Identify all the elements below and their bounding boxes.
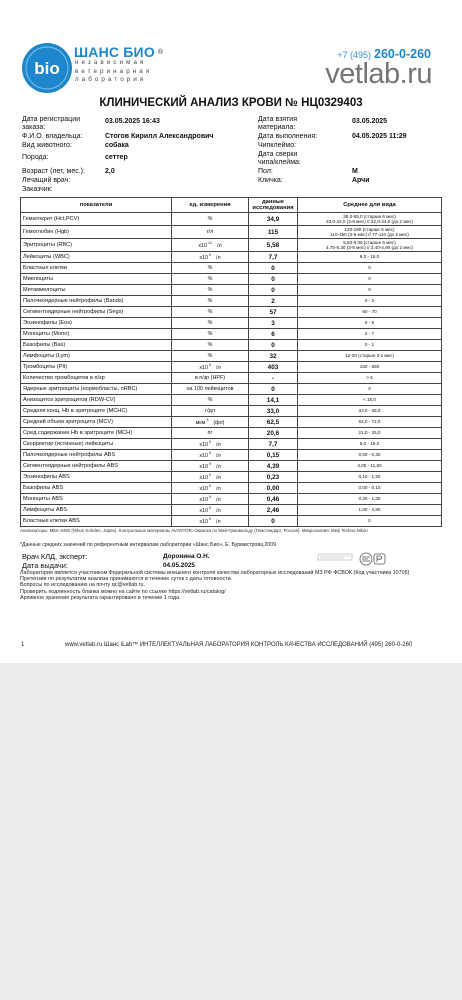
reference-range	[298, 461, 442, 472]
table-row	[21, 450, 442, 461]
parameter-name: Эозинофилы (Eos)	[21, 318, 172, 329]
reference-range-line: 2 - 7	[364, 331, 375, 337]
unit-base: %	[207, 331, 213, 337]
reference-range	[298, 395, 442, 406]
unit-cell	[172, 213, 249, 226]
sex-label: Пол:	[258, 168, 273, 175]
result-value: 0	[249, 263, 298, 274]
reference-range	[298, 483, 442, 494]
unit-base: пг	[207, 430, 213, 436]
table-row	[21, 307, 442, 318]
parameter-name: Моноциты ABS	[21, 494, 172, 505]
parameter-name: Базофилы (Bas)	[21, 340, 172, 351]
owner-label: Ф.И.О. владельца:	[22, 133, 83, 140]
result-value: 32	[249, 351, 298, 362]
unit-cell	[172, 274, 249, 285]
unit-exponent: 9	[209, 253, 212, 257]
table-row	[21, 395, 442, 406]
parameter-name: Сегментоядерные нейтрофилы (Segs)	[21, 307, 172, 318]
reference-range-line: 33,0-42,0 (3-6 мес) // 22,0-34,0 (до 2 мес)	[326, 219, 413, 224]
table-row	[21, 318, 442, 329]
completed-date-value: 04.05.2025 11:29	[352, 133, 407, 140]
reference-range	[298, 472, 442, 483]
lab-note: Архивное хранение результата гарантировано в течение 1 года.	[20, 594, 181, 601]
result-value: 0	[249, 340, 298, 351]
unit-suffix: /л	[216, 475, 221, 481]
unit-exponent: 9	[209, 473, 212, 477]
reference-range-line: 1,00 - 4,80	[358, 507, 381, 513]
reference-range-line: > 5	[366, 375, 373, 381]
reference-range	[298, 450, 442, 461]
unit-cell	[172, 329, 249, 340]
reference-range-line: 6,0 - 16,0	[359, 254, 380, 260]
unit-suffix: /л	[216, 365, 221, 371]
reference-range	[298, 213, 442, 226]
unit-cell	[172, 395, 249, 406]
reference-range	[298, 505, 442, 516]
reference-range-line: 12-30 (старше 3-х мес)	[345, 353, 394, 359]
result-value: 0,23	[249, 472, 298, 483]
reference-range	[298, 428, 442, 439]
unit-cell	[172, 296, 249, 307]
unit-base: x10	[198, 243, 208, 249]
header-parameter: показатели	[21, 198, 172, 213]
lab-note: Проверить подлинность бланка можно на сайте по ссылке https://vetlab.ru/catalog/	[20, 588, 226, 595]
unit-cell	[172, 307, 249, 318]
table-row	[21, 483, 442, 494]
unit-suffix: (фл)	[213, 420, 225, 426]
lab-logo	[21, 42, 73, 94]
lab-stamp	[318, 554, 352, 560]
reference-range-line: 38,0-55,0 (старше 6 мес)	[343, 213, 396, 219]
report-title: КЛИНИЧЕСКИЙ АНАЛИЗ КРОВИ № НЦ0329403	[99, 97, 363, 109]
unit-base: %	[207, 342, 213, 348]
unit-cell	[172, 406, 249, 417]
unit-cell	[172, 362, 249, 373]
reference-range	[298, 252, 442, 263]
unit-base: x10	[199, 464, 209, 470]
unit-cell	[172, 285, 249, 296]
reference-range-line: 0	[368, 276, 371, 282]
unit-base: %	[207, 353, 213, 359]
unit-base: в п/зр (HPF)	[194, 375, 226, 381]
parameter-name: Скорректир (истинные) лейкоциты	[21, 439, 172, 450]
result-value: 2	[249, 296, 298, 307]
table-row	[21, 406, 442, 417]
unit-exponent: 9	[209, 484, 212, 488]
result-value: 5,58	[249, 239, 298, 252]
unit-cell	[172, 373, 249, 384]
parameter-name: Гемоглобин (Hgb)	[21, 226, 172, 239]
reference-range	[298, 439, 442, 450]
parameter-name: Базофилы ABS	[21, 483, 172, 494]
order-date-value: 03.05.2025 16:43	[105, 118, 160, 125]
reference-range-line: 0	[368, 265, 371, 271]
reference-range	[298, 494, 442, 505]
unit-suffix: /л	[216, 497, 221, 503]
parameter-name: Палочкоядерные нейтрофилы ABS	[21, 450, 172, 461]
lab-note: Претензии по результатам анализа принимаются в течение суток с даты готовности.	[20, 576, 233, 583]
unit-exponent: 9	[209, 363, 212, 367]
tagline-line: лаборатория	[75, 76, 147, 84]
unit-base: x10	[199, 365, 209, 371]
unit-cell	[172, 505, 249, 516]
result-value: 0,46	[249, 494, 298, 505]
conformity-mark	[374, 554, 385, 564]
unit-cell	[172, 417, 249, 428]
table-row	[21, 505, 442, 516]
table-header	[21, 198, 442, 213]
result-value: 0,15	[249, 450, 298, 461]
unit-cell	[172, 483, 249, 494]
footer-text: www.vetlab.ru Шанс iLab™ ИНТЕЛЛЕКТУАЛЬНАЯ ЛАБОРАТОРИЯ КОНТРОЛЬ КАЧЕСТВА ИССЛЕДОВАНИЙ (495) 260-0-260	[65, 642, 413, 648]
parameter-name: Моноциты (Mono)	[21, 329, 172, 340]
unit-base: %	[207, 216, 213, 222]
unit-suffix: /л	[216, 486, 221, 492]
unit-suffix: /л	[216, 255, 221, 261]
issued-date-label: Дата выдачи:	[22, 561, 68, 570]
unit-exponent: 9	[209, 517, 212, 521]
sample-date-label: Дата взятия материала:	[258, 116, 297, 131]
order-date-label: Дата регистрации заказа:	[22, 116, 81, 131]
unit-cell	[172, 226, 249, 239]
parameter-name: Лимфоциты ABS	[21, 505, 172, 516]
table-row	[21, 285, 442, 296]
unit-base: x10	[199, 255, 209, 261]
reference-range	[298, 274, 442, 285]
certification-stamps	[316, 551, 388, 567]
reference-range	[298, 373, 442, 384]
reference-range	[298, 285, 442, 296]
parameter-name: Миелоциты	[21, 274, 172, 285]
unit-base: %	[207, 320, 213, 326]
header-unit: ед. измерения	[172, 198, 249, 213]
phone-prefix: +7 (495)	[337, 50, 371, 60]
table-row	[21, 373, 442, 384]
unit-base: г/дл	[205, 408, 215, 414]
reference-range	[298, 307, 442, 318]
sample-date-value: 03.05.2025	[352, 118, 388, 125]
tagline-line: независимая	[75, 59, 147, 66]
unit-base: x10	[199, 497, 209, 503]
unit-suffix: /л	[216, 453, 221, 459]
result-value: 0,00	[249, 483, 298, 494]
reference-range	[298, 226, 442, 239]
doctor-label: Врач КЛД, эксперт:	[22, 552, 88, 561]
result-value: 0	[249, 274, 298, 285]
unit-cell	[172, 428, 249, 439]
reference-range	[298, 239, 442, 252]
unit-cell	[172, 472, 249, 483]
reference-range-line: 0 - 5	[364, 320, 375, 326]
tagline-line: ветеринарная	[75, 67, 153, 75]
brand-name-text: ШАНС БИО	[74, 44, 155, 60]
table-row	[21, 428, 442, 439]
unit-cell	[172, 461, 249, 472]
table-row	[21, 296, 442, 307]
unit-exponent: 9	[209, 462, 212, 466]
reference-range-line: 110-150 (3-6 мес) // 77-110 (до 2 мес)	[330, 232, 409, 237]
unit-cell	[172, 494, 249, 505]
table-row	[21, 329, 442, 340]
table-row	[21, 252, 442, 263]
unit-base: x10	[199, 486, 209, 492]
unit-cell	[172, 239, 249, 252]
parameter-name: Метамиелоциты	[21, 285, 172, 296]
table-row	[21, 263, 442, 274]
result-value: 62,5	[249, 417, 298, 428]
unit-exponent: 12	[208, 241, 213, 245]
unit-suffix: /л	[216, 519, 221, 525]
doctor-name: Доронина О.Н.	[163, 553, 210, 560]
unit-base: x10	[199, 519, 209, 525]
unit-suffix: /л	[216, 464, 221, 470]
result-value: 14,1	[249, 395, 298, 406]
reference-range-line: 0,00 - 0,10	[358, 485, 381, 491]
unit-base: %	[207, 309, 213, 315]
lab-notes	[20, 570, 425, 601]
reference-range-line: 0,00 - 0,30	[358, 452, 381, 458]
vet-label: Лечащий врач:	[22, 177, 71, 184]
unit-exponent: 3	[206, 418, 209, 422]
unit-base: x10	[199, 453, 209, 459]
parameter-name: Сред.содержание Hb в эритроците (MCH)	[21, 428, 172, 439]
table-row	[21, 516, 442, 527]
table-row	[21, 461, 442, 472]
table-row	[21, 362, 442, 373]
unit-base: на 100 лейкоцитов	[186, 386, 234, 392]
result-value: 6	[249, 329, 298, 340]
result-value: 7,7	[249, 252, 298, 263]
result-value: 20,6	[249, 428, 298, 439]
unit-cell	[172, 384, 249, 395]
reference-range	[298, 340, 442, 351]
reference-range-line: 0	[368, 518, 371, 524]
result-value: 33,0	[249, 406, 298, 417]
reference-range	[298, 384, 442, 395]
pet-name-value: Арчи	[352, 177, 370, 184]
unit-suffix: /л	[216, 442, 221, 448]
unit-exponent: 9	[209, 506, 212, 510]
result-value: 4,39	[249, 461, 298, 472]
page-number: 1	[21, 642, 25, 648]
reference-range	[298, 263, 442, 274]
reference-range	[298, 417, 442, 428]
unit-cell	[172, 516, 249, 527]
reference-range-line: 0,20 - 1,30	[358, 496, 381, 502]
parameter-name: Сегментоядерные нейтрофилы ABS	[21, 461, 172, 472]
table-row	[21, 226, 442, 239]
reference-range-line: 0 - 3	[364, 298, 375, 304]
table-row	[21, 351, 442, 362]
reference-range-line: 6,0 - 16,0	[359, 441, 380, 447]
result-value: 0	[249, 384, 298, 395]
website: vetlab.ru	[325, 58, 432, 90]
reference-range-line: 160 - 550	[359, 364, 380, 370]
parameter-name: Лимфоциты (Lym)	[21, 351, 172, 362]
table-row	[21, 384, 442, 395]
result-value: 2,46	[249, 505, 298, 516]
reference-range-line: 21,0 - 26,0	[358, 430, 381, 436]
parameter-name: Средняя конц. Hb в эритроците (MCHC)	[21, 406, 172, 417]
unit-cell	[172, 252, 249, 263]
chip-check-date-label: Дата сверки чипа/клейма:	[258, 151, 301, 166]
table-row	[21, 472, 442, 483]
unit-cell	[172, 351, 249, 362]
sex-value: М	[352, 168, 358, 175]
unit-base: г/л	[206, 229, 214, 235]
table-row	[21, 417, 442, 428]
parameter-name: Лейкоциты (WBC)	[21, 252, 172, 263]
lab-note: Вопросы по исследованию на почту qc@vetlab.ru.	[20, 582, 146, 589]
result-value: 34,9	[249, 213, 298, 226]
unit-cell	[172, 263, 249, 274]
unit-base: %	[207, 298, 213, 304]
unit-base: %	[207, 287, 213, 293]
breed-label: Порода:	[22, 154, 49, 161]
result-value: 3	[249, 318, 298, 329]
unit-base: %	[207, 265, 213, 271]
species-value: собака	[105, 142, 129, 149]
parameter-name: Анизоцитоз эритроцитов (RDW-CV)	[21, 395, 172, 406]
parameter-name: Гематокрит (Hct,PCV)	[21, 213, 172, 226]
species-label: Вид животного:	[22, 142, 72, 149]
parameter-name: Количество тромбоцитов в п/зр	[21, 373, 172, 384]
unit-exponent: 9	[209, 440, 212, 444]
breed-value: сеттер	[105, 154, 128, 161]
table-row	[21, 439, 442, 450]
unit-base: %	[207, 276, 213, 282]
reference-range-line: 3,00 - 11,50	[357, 463, 382, 469]
analyzers-note: Анализаторы: MEK 6450 (Nihon Kohden, Japan). Контрольные материалы AVANTOR. Окраска по Май-Грюнвальду (Гемстандарт, Россия). Микроскопия: Meiji Techno Nikon	[20, 528, 368, 533]
table-row	[21, 340, 442, 351]
brand-tagline	[75, 59, 152, 85]
reference-range-line: < 16,0	[363, 397, 376, 403]
unit-base: x10	[199, 442, 209, 448]
chip-label: Чипклеймо:	[258, 142, 297, 149]
issued-date-value: 04.05.2025	[163, 562, 195, 569]
pet-name-label: Кличка:	[258, 177, 283, 184]
unit-cell	[172, 340, 249, 351]
results-table	[20, 197, 442, 527]
unit-cell	[172, 318, 249, 329]
result-value: -	[249, 373, 298, 384]
table-body	[21, 213, 442, 527]
age-value: 2,0	[105, 168, 115, 175]
reference-range	[298, 406, 442, 417]
eac-mark	[360, 553, 372, 565]
registered-mark: ®	[157, 49, 164, 56]
unit-base: x10	[199, 475, 209, 481]
reference-range	[298, 318, 442, 329]
parameter-name: Бластные клетки ABS	[21, 516, 172, 527]
reference-range	[298, 351, 442, 362]
reference-range-line: 5,50-8,00 (старше 6 мес)	[343, 239, 396, 245]
reference-range	[298, 296, 442, 307]
customer-label: Заказчик:	[22, 186, 53, 193]
reference-range	[298, 329, 442, 340]
result-value: 7,7	[249, 439, 298, 450]
unit-exponent: 9	[209, 495, 212, 499]
parameter-name: Средний объем эритроцита (MCV)	[21, 417, 172, 428]
parameter-name: Эозинофилы ABS	[21, 472, 172, 483]
table-row	[21, 274, 442, 285]
owner-value: Стогов Кирилл Александрович	[105, 133, 214, 140]
reference-note: *Данные средних значений по референтным интервалам лаборатории «Шанс Био», Е. Бурмистрова,2009.	[20, 542, 278, 548]
unit-base: мкм	[195, 420, 206, 426]
table-row	[21, 213, 442, 226]
parameter-name: Эритроциты (RBC)	[21, 239, 172, 252]
parameter-name: Палочкоядерные нейтрофилы (Bands)	[21, 296, 172, 307]
unit-cell	[172, 439, 249, 450]
unit-base: %	[207, 397, 213, 403]
lab-note: Лаборатория является участником Федеральной системы внешнего контроля качества лабораторных исследований МЗ РФ ФСВОК (Код участника 10705)	[20, 570, 410, 576]
reference-range-line: 0 - 1	[364, 342, 375, 348]
parameter-name: Бластные клетки	[21, 263, 172, 274]
header-result: данные исследования	[249, 198, 298, 213]
reference-range-line: 120-180 (старше 6 мес)	[344, 226, 395, 232]
brand-name	[74, 44, 163, 60]
unit-exponent: 9	[209, 451, 212, 455]
result-value: 0	[249, 516, 298, 527]
table-row	[21, 239, 442, 252]
completed-date-label: Дата выполнения:	[258, 133, 318, 140]
reference-range-line: 4,70-6,30 (3-6 мес) // 3,40-4,90 (до 2 мес)	[326, 245, 413, 250]
parameter-name: Тромбоциты (Plt)	[21, 362, 172, 373]
reference-range-line: 62,0 - 72,0	[358, 419, 381, 425]
header-reference: Среднее для вида	[298, 198, 442, 213]
result-value: 115	[249, 226, 298, 239]
reference-range-line: 0	[368, 287, 371, 293]
age-label: Возраст (лет, мес.):	[22, 168, 85, 175]
unit-suffix: /л	[216, 508, 221, 514]
unit-cell	[172, 450, 249, 461]
parameter-name: Ядерные эритроциты (нормобласты, nRBC)	[21, 384, 172, 395]
logo-text: bio	[34, 59, 60, 78]
reference-range-line: 33,0 - 36,0	[358, 408, 381, 414]
reference-range-line: 60 - 70	[362, 309, 377, 315]
reference-range-line: 0	[368, 386, 371, 392]
reference-range-line: 0,10 - 1,50	[358, 474, 381, 480]
table-row	[21, 494, 442, 505]
result-value: 0	[249, 285, 298, 296]
reference-range	[298, 362, 442, 373]
phone-number: 260-0-260	[374, 47, 431, 61]
header-row	[21, 198, 442, 213]
unit-suffix: /л	[217, 243, 222, 249]
result-value: 57	[249, 307, 298, 318]
result-value: 403	[249, 362, 298, 373]
unit-base: x10	[199, 508, 209, 514]
reference-range	[298, 516, 442, 527]
